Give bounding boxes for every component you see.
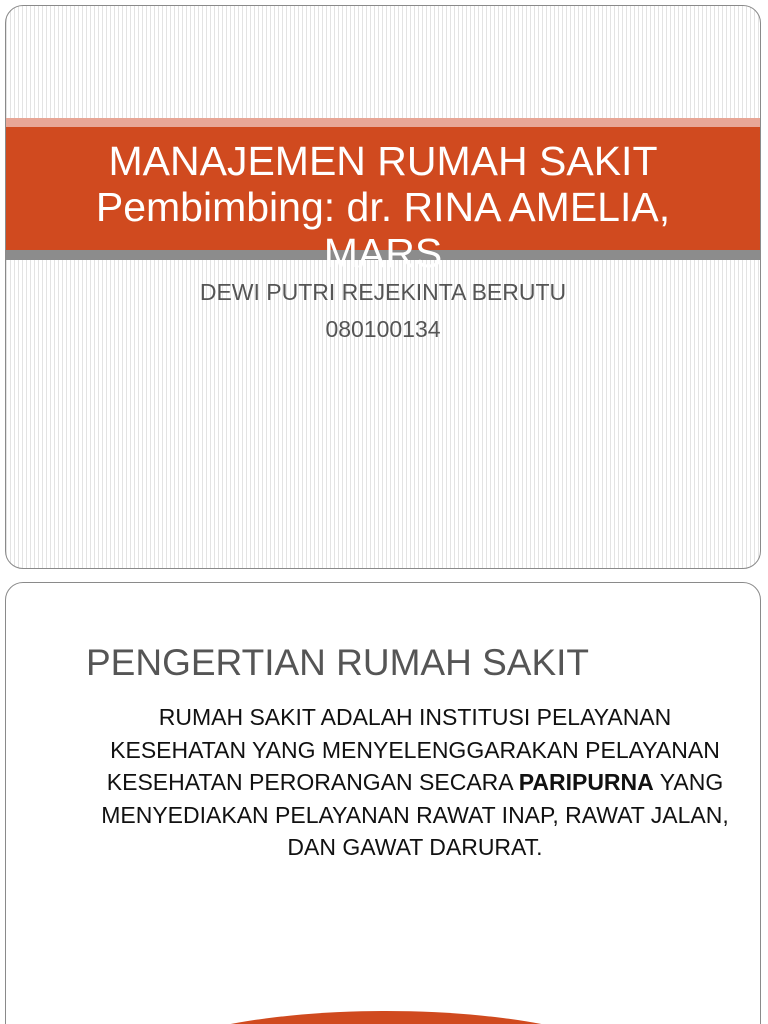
slide-title xyxy=(46,138,720,276)
slide-title-line-1: MANAJEMEN RUMAH SAKIT xyxy=(108,138,658,184)
decorative-arc xyxy=(136,1011,636,1024)
definition-text xyxy=(96,701,734,864)
student-id: 080100134 xyxy=(325,316,441,342)
slide-title-line-2: Pembimbing: dr. RINA AMELIA, MARS xyxy=(95,184,671,276)
definition-text-part-2: YANG MENYEDIAKAN PELAYANAN RAWAT INAP, RAWAT JALAN, DAN GAWAT DARURAT. xyxy=(101,769,729,860)
definition-text-part-1: RUMAH SAKIT ADALAH INSTITUSI PELAYANAN KESEHATAN YANG MENYELENGGARAKAN PELAYANAN KESEHATAN PERORANGAN SECARA xyxy=(106,704,720,795)
definition-slide xyxy=(5,582,761,1024)
title-slide xyxy=(5,5,761,569)
title-top-stripe xyxy=(6,118,760,127)
definition-emphasis: PARIPURNA xyxy=(518,769,654,795)
slide-heading: PENGERTIAN RUMAH SAKIT xyxy=(86,642,590,683)
author-name: DEWI PUTRI REJEKINTA BERUTU xyxy=(199,279,567,305)
